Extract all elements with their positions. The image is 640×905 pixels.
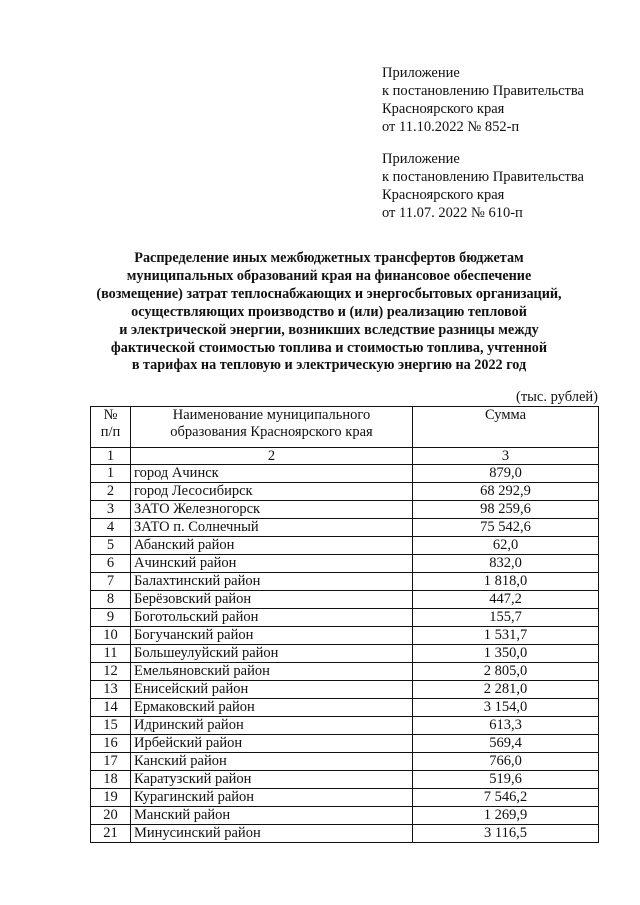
row-number-cell: 7 [91,573,131,591]
row-number-cell: 5 [91,537,131,555]
municipality-name-cell: Емельяновский район [131,663,413,681]
row-number-cell: 19 [91,789,131,807]
municipality-name-cell: Канский район [131,753,413,771]
amount-cell: 832,0 [413,555,599,573]
title-line: Распределение иных межбюджетных трансфертов бюджетам [134,250,524,266]
table-row [91,681,599,699]
table-row [91,717,599,735]
table-row [91,825,599,843]
header-name-line1: Наименование муниципального [172,407,371,423]
appendix-region: Красноярского края [382,187,505,203]
title-line: в тарифах на тепловую и электрическую энергию на 2022 год [131,357,527,374]
amount-cell: 569,4 [413,735,599,753]
municipality-name-cell: Берёзовский район [131,591,413,609]
appendix-resolution-ref: к постановлению Правительства [382,83,584,99]
table-row [91,807,599,825]
amount-cell: 879,0 [413,465,599,483]
units-note: (тыс. рублей) [516,389,598,405]
row-number-cell: 9 [91,609,131,627]
municipality-name-cell: Минусинский район [131,825,413,843]
row-number-cell: 6 [91,555,131,573]
amount-cell: 2 281,0 [413,681,599,699]
column-number-row [91,448,599,465]
municipality-name-cell: Абанский район [131,537,413,555]
header-number-symbol: № [103,407,118,423]
amount-cell: 68 292,9 [413,483,599,501]
municipality-name-cell: город Ачинск [131,465,413,483]
appendix-note-original [382,150,622,222]
header-number [91,407,131,448]
appendix-label: Приложение [382,151,460,167]
municipality-name-cell: Большеулуйский район [131,645,413,663]
row-number-cell: 21 [91,825,131,843]
column-number: 2 [131,448,413,465]
table-row [91,663,599,681]
header-sum-label: Сумма [484,407,527,423]
municipality-name-cell: Идринский район [131,717,413,735]
row-number-cell: 3 [91,501,131,519]
header-name-line2: образования Красноярского края [170,424,373,440]
appendix-region: Красноярского края [382,101,505,117]
row-number-cell: 16 [91,735,131,753]
header-name [131,407,413,448]
row-number-cell: 11 [91,645,131,663]
table-row [91,609,599,627]
amount-cell: 1 269,9 [413,807,599,825]
row-number-cell: 10 [91,627,131,645]
table-row [91,519,599,537]
amount-cell: 1 350,0 [413,645,599,663]
header-sum [413,407,599,448]
amount-cell: 519,6 [413,771,599,789]
table-row [91,537,599,555]
municipality-name-cell: Ирбейский район [131,735,413,753]
column-number: 3 [413,448,599,465]
row-number-cell: 20 [91,807,131,825]
municipality-name-cell: Богучанский район [131,627,413,645]
title-line: осуществляющих производство и (или) реализацию тепловой [131,303,527,320]
table-header-row [91,407,599,448]
header-number-abbrev: п/п [100,424,121,440]
municipality-name-cell: Балахтинский район [131,573,413,591]
row-number-cell: 18 [91,771,131,789]
table-row [91,771,599,789]
row-number-cell: 13 [91,681,131,699]
table-row [91,573,599,591]
row-number-cell: 8 [91,591,131,609]
table-row [91,627,599,645]
municipality-name-cell: ЗАТО п. Солнечный [131,519,413,537]
row-number-cell: 4 [91,519,131,537]
amount-cell: 2 805,0 [413,663,599,681]
municipality-name-cell: Боготольский район [131,609,413,627]
table-row [91,501,599,519]
row-number-cell: 12 [91,663,131,681]
appendix-note-current [382,64,622,136]
amount-cell: 98 259,6 [413,501,599,519]
row-number-cell: 14 [91,699,131,717]
table-row [91,753,599,771]
amount-cell: 62,0 [413,537,599,555]
table-row [91,699,599,717]
table-row [91,483,599,501]
amount-cell: 447,2 [413,591,599,609]
table-row [91,465,599,483]
amount-cell: 155,7 [413,609,599,627]
appendix-date-number: от 11.07. 2022 № 610-п [382,205,523,221]
amount-cell: 7 546,2 [413,789,599,807]
table-row [91,735,599,753]
municipality-name-cell: Курагинский район [131,789,413,807]
amount-cell: 1 531,7 [413,627,599,645]
row-number-cell: 15 [91,717,131,735]
municipality-name-cell: Ермаковский район [131,699,413,717]
municipality-name-cell: город Лесосибирск [131,483,413,501]
title-line: (возмещение) затрат теплоснабжающих и энергосбытовых организаций, [96,285,562,302]
title-line: муниципальных образований края на финансовое обеспечение [126,267,532,284]
appendix-label: Приложение [382,65,460,81]
municipality-name-cell: ЗАТО Железногорск [131,501,413,519]
table-row [91,645,599,663]
title-line: фактической стоимостью топлива и стоимостью топлива, учтенной [110,339,548,356]
row-number-cell: 2 [91,483,131,501]
municipality-name-cell: Ачинский район [131,555,413,573]
amount-cell: 613,3 [413,717,599,735]
amount-cell: 75 542,6 [413,519,599,537]
municipality-name-cell: Енисейский район [131,681,413,699]
amount-cell: 766,0 [413,753,599,771]
allocation-table [90,406,599,843]
row-number-cell: 1 [91,465,131,483]
municipality-name-cell: Манский район [131,807,413,825]
appendix-date-number: от 11.10.2022 № 852-п [382,119,520,135]
appendix-resolution-ref: к постановлению Правительства [382,169,584,185]
amount-cell: 1 818,0 [413,573,599,591]
table-row [91,591,599,609]
title-line: и электрической энергии, возникших вследствие разницы между [119,321,539,338]
amount-cell: 3 116,5 [413,825,599,843]
table-row [91,555,599,573]
column-number: 1 [91,448,131,465]
amount-cell: 3 154,0 [413,699,599,717]
table-row [91,789,599,807]
row-number-cell: 17 [91,753,131,771]
municipality-name-cell: Каратузский район [131,771,413,789]
document-title [60,250,598,375]
